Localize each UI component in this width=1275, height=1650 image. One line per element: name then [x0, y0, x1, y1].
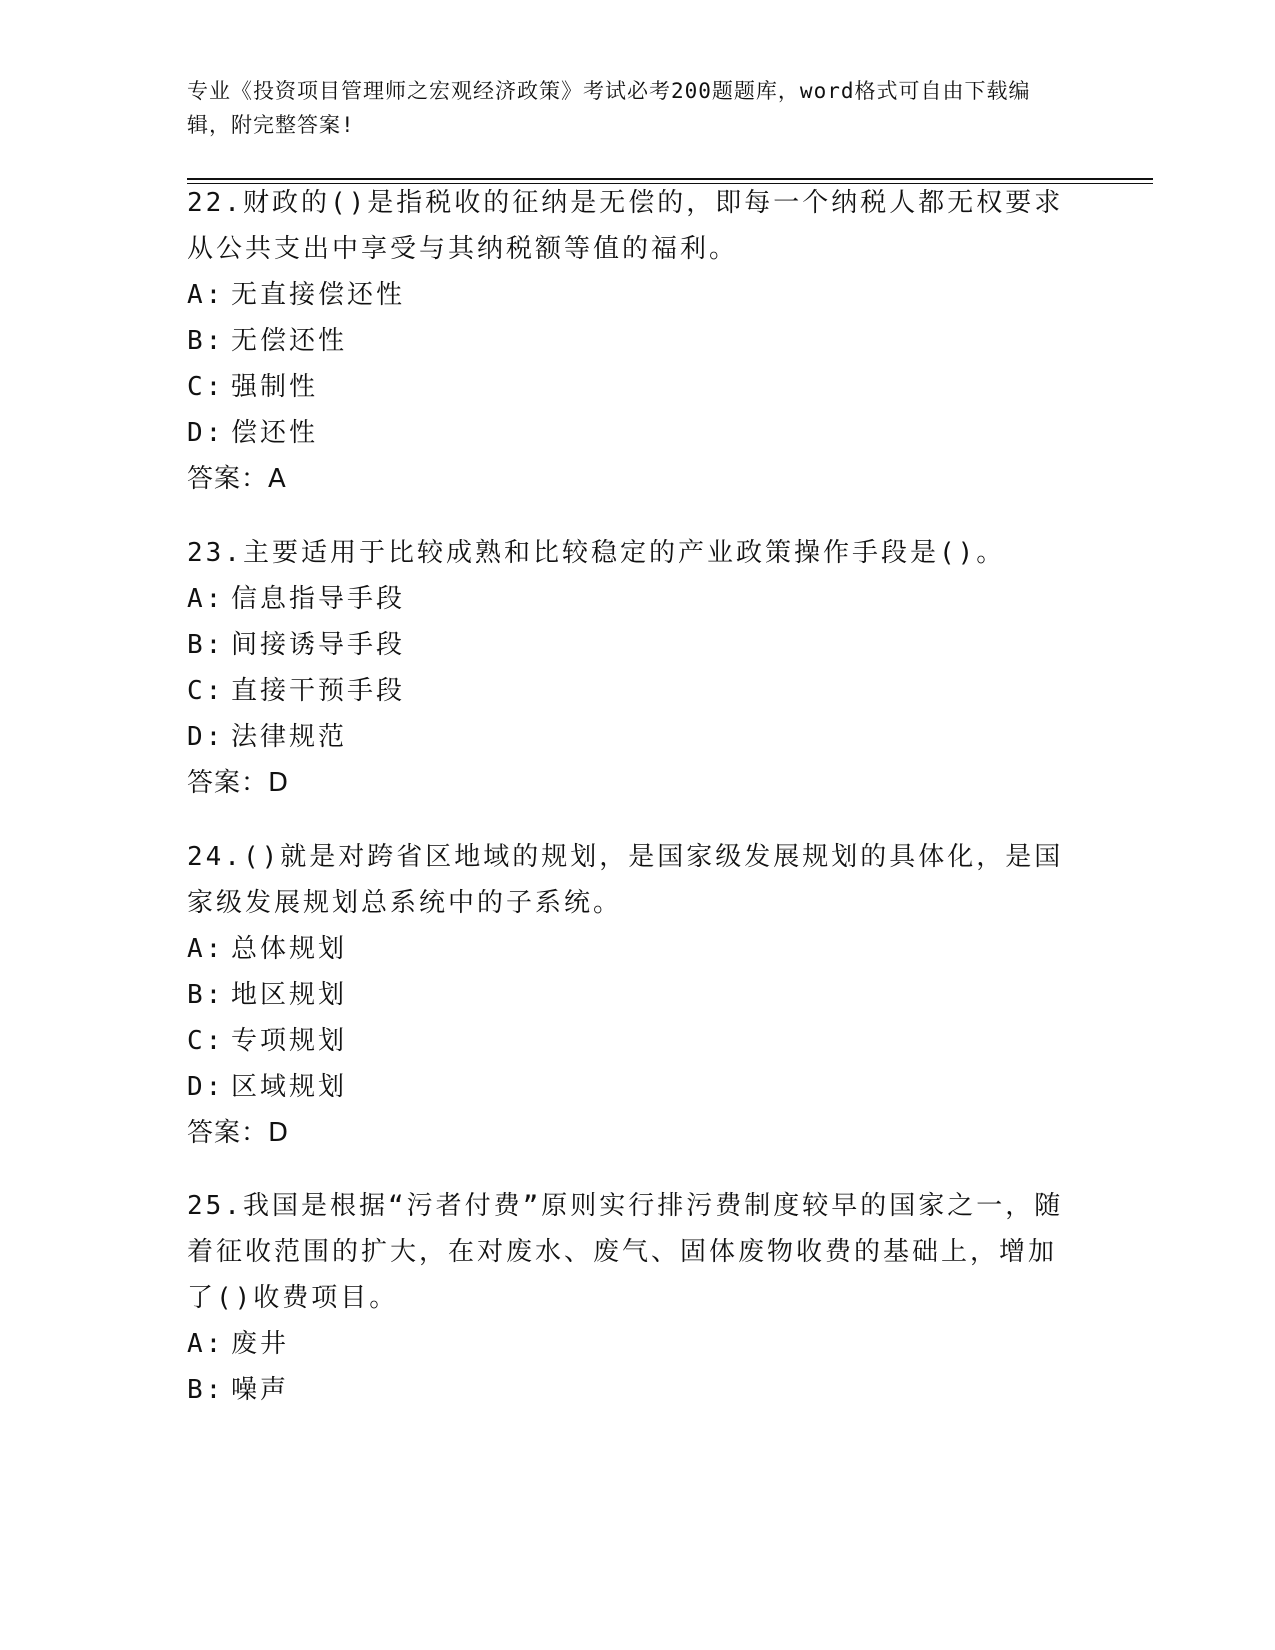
option-key: B:: [187, 1375, 225, 1405]
option-key: C:: [187, 372, 225, 402]
option-text: 间接诱导手段: [231, 630, 406, 660]
option-text: 无直接偿还性: [231, 280, 406, 310]
option-text: 噪声: [231, 1375, 290, 1405]
option-text: 区域规划: [231, 1072, 348, 1102]
option-a: [187, 926, 1077, 972]
option-text: 专项规划: [231, 1026, 348, 1056]
option-key: B:: [187, 630, 225, 660]
option-a: [187, 272, 1077, 318]
option-text: 地区规划: [231, 980, 348, 1010]
option-c: [187, 364, 1077, 410]
option-text: 总体规划: [231, 934, 348, 964]
option-key: A:: [187, 584, 225, 614]
answer-line: 答案：A: [187, 464, 287, 494]
option-text: 偿还性: [231, 418, 319, 448]
option-key: C:: [187, 676, 225, 706]
option-key: D:: [187, 418, 225, 448]
option-b: [187, 318, 1077, 364]
option-text: 废井: [231, 1329, 290, 1359]
option-key: A:: [187, 934, 225, 964]
answer-line: 答案：D: [187, 1118, 290, 1148]
option-key: C:: [187, 1026, 225, 1056]
option-b: [187, 1367, 1077, 1413]
option-text: 信息指导手段: [231, 584, 406, 614]
option-d: [187, 410, 1077, 456]
question-stem: 23.主要适用于比较成熟和比较稳定的产业政策操作手段是()。: [187, 538, 1006, 568]
option-c: [187, 668, 1077, 714]
document-header: 专业《投资项目管理师之宏观经济政策》考试必考200题题库，word格式可自由下载编辑，附完整答案!: [187, 79, 1031, 137]
option-d: [187, 1064, 1077, 1110]
question-22: [187, 180, 1077, 502]
option-text: 直接干预手段: [231, 676, 406, 706]
option-key: B:: [187, 980, 225, 1010]
option-c: [187, 1018, 1077, 1064]
option-d: [187, 714, 1077, 760]
option-key: A:: [187, 280, 225, 310]
option-text: 无偿还性: [231, 326, 348, 356]
question-25: [187, 1183, 1077, 1413]
option-key: D:: [187, 1072, 225, 1102]
option-text: 法律规范: [231, 722, 348, 752]
option-a: [187, 1321, 1077, 1367]
option-b: [187, 972, 1077, 1018]
question-stem: 24.()就是对跨省区地域的规划，是国家级发展规划的具体化，是国家级发展规划总系统中的子系统。: [187, 842, 1064, 918]
question-23: [187, 530, 1077, 806]
question-stem: 22.财政的()是指税收的征纳是无偿的，即每一个纳税人都无权要求从公共支出中享受与其纳税额等值的福利。: [187, 188, 1064, 264]
option-key: B:: [187, 326, 225, 356]
question-24: [187, 834, 1077, 1156]
question-stem: 25.我国是根据“污者付费”原则实行排污费制度较早的国家之一，随着征收范围的扩大，在对废水、废气、固体废物收费的基础上，增加了()收费项目。: [187, 1191, 1064, 1313]
option-a: [187, 576, 1077, 622]
option-key: A:: [187, 1329, 225, 1359]
answer-line: 答案：D: [187, 768, 290, 798]
option-key: D:: [187, 722, 225, 752]
option-b: [187, 622, 1077, 668]
option-text: 强制性: [231, 372, 319, 402]
